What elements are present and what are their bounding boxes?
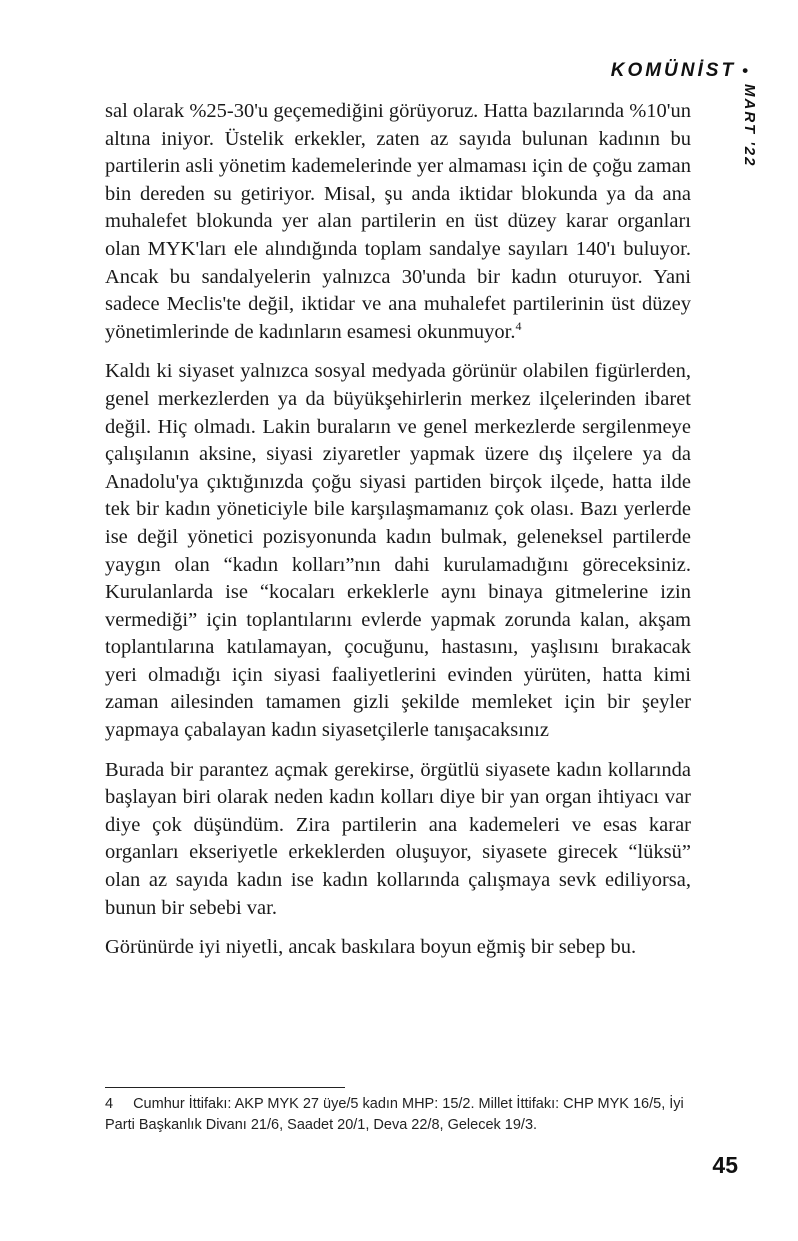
page-number: 45 [712,1152,738,1178]
footnote-divider [105,1087,345,1088]
body-paragraph: Kaldı ki siyaset yalnızca sosyal medyada görünür olabilen figürlerden, genel merkezlerden ya da büyükşehirlerin merkez ilçelerinden ibaret değil. Hiç olmadı. Lakin buraların ve genel merkezlerde sergilenmeye çalışılanın aksine, siyasi ziyaretler yapmak üzere dış ilçelere ya da Anadolu'ya çıktığınızda çoğu siyasi partiden birçok ilçede, hatta ilde tek bir kadın yöneticiyle bile karşılaşmamanız çok olası. Bazı yerlerde ise değil yönetici pozisyonunda kadın bulmak, geleneksel partilerde yaygın olan “kadın kolları”nın dahi kurulamadığını göreceksiniz. Kurulanlarda ise “kocaları erkeklerle aynı binaya gitmelerine izin vermediği” için toplantılarını evlerde yapmak zorunda kalan, akşam toplantılarına katılamayan, çocuğunu, hastasını, yaşlısını bırakacak yeri olmadığı için siyasi faaliyetlerini evinden yürüten, hatta kimi zaman ailesinden tamamen gizli şekilde memleket için bir şeyler yapmaya çabalayan kadın siyasetçilerle tanışacaksınız [105,360,691,742]
footnote-marker: 4 [105,1096,114,1112]
body-paragraph: Burada bir parantez açmak gerekirse, örgütlü siyasete kadın kollarında başlayan biri olarak neden kadın kolları diye bir yan organ ihtiyacı var diye çok düşündüm. Zira partilerin ana kademeleri ve esas karar organları ekseriyetle erkeklerden oluşuyor, siyasete girecek “lüksü” olan az sayıda kadın ise kadın kollarında çalışmaya sevk ediliyorsa, bunun bir sebebi var. [105,758,691,919]
body-paragraph [105,98,691,346]
masthead [611,60,748,82]
paragraph-text: sal olarak %25-30'u geçemediğini görüyoruz. Hatta bazılarında %10'un altına iniyor. Üstelik erkekler, zaten az sayıda bulunan kadının bu partilerin asli yönetim kademelerinde yer almaması için de çoğu zaman bin dereden su getiriyor. Misal, şu anda iktidar blokunda ya da ana muhalefet blokunda yer alan partilerin en üst düzey karar organları olan MYK'ları ele alındığında toplam sandalye sayıları 140'ı buluyor. Ancak bu sandalyelerin yalnızca 30'unda bir kadın oturuyor. Yani sadece Meclis'te değil, iktidar ve ana muhalefet partilerinin üst düzey yönetimlerinde de kadınların esamesi okunmuyor. [105,100,691,343]
footnote-ref: 4 [515,318,522,333]
magazine-title: KOMÜNİST [610,60,737,81]
footnote [105,1094,691,1136]
body-paragraph: Görünürde iyi niyetli, ancak baskılara boyun eğmiş bir sebep bu. [105,936,637,959]
issue-label: MART '22 [741,84,758,168]
body-text-block [105,98,691,962]
footnote-text: Cumhur İttifakı: AKP MYK 27 üye/5 kadın MHP: 15/2. Millet İttifakı: CHP MYK 16/5, İyi Parti Başkanlık Divanı 21/6, Saadet 20/1, Deva 22/8, Gelecek 19/3. [105,1096,684,1133]
bullet-icon: • [742,61,748,80]
